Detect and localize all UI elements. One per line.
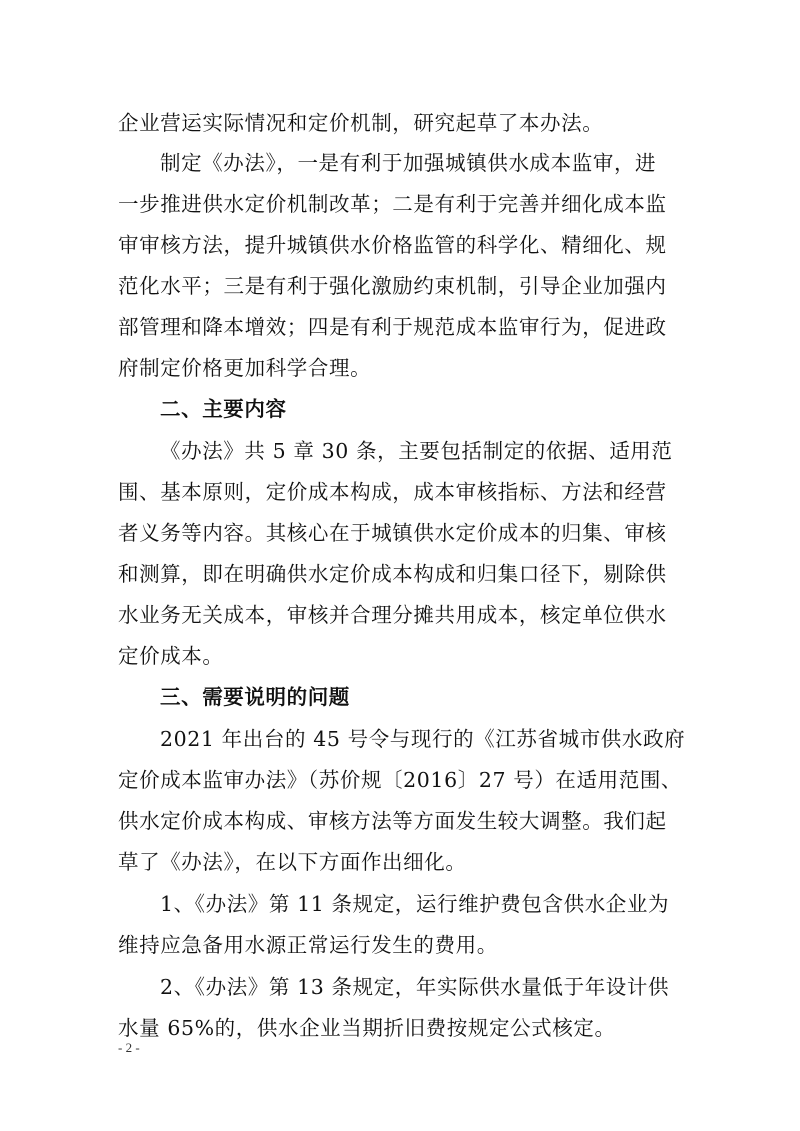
- text-line: 供水定价成本构成、审核方法等方面发生较大调整。我们起: [118, 809, 667, 833]
- text-line: 水量 65%的，供水企业当期折旧费按规定公式核定。: [118, 1016, 616, 1040]
- text-line: 围、基本原则，定价成本构成，成本审核指标、方法和经营: [118, 480, 667, 504]
- text-line: 府制定价格更加科学合理。: [118, 356, 372, 380]
- section-heading: 二、主要内容: [160, 397, 287, 421]
- section-heading: 三、需要说明的问题: [160, 685, 350, 709]
- text-line: 审审核方法，提升城镇供水价格监管的科学化、精细化、规: [118, 233, 667, 257]
- text-line: 定价成本监审办法》（苏价规〔2016〕27 号）在适用范围、: [118, 768, 683, 792]
- text-line: 草了《办法》，在以下方面作出细化。: [118, 850, 467, 874]
- text-line: 范化水平；三是有利于强化激励约束机制，引导企业加强内: [118, 274, 667, 298]
- text-line: 一步推进供水定价机制改革；二是有利于完善并细化成本监: [118, 192, 667, 216]
- text-line: 1、《办法》第 11 条规定，运行维护费包含供水企业为: [160, 892, 670, 916]
- text-line: 企业营运实际情况和定价机制，研究起草了本办法。: [118, 111, 604, 135]
- text-line: 2、《办法》第 13 条规定，年实际供水量低于年设计供: [160, 975, 670, 999]
- text-line: 定价成本。: [118, 644, 224, 668]
- text-line: 维持应急备用水源正常运行发生的费用。: [118, 933, 498, 957]
- text-line: 部管理和降本增效；四是有利于规范成本监审行为，促进政: [118, 315, 667, 339]
- text-line: 和测算，即在明确供水定价成本构成和归集口径下，剔除供: [118, 562, 667, 586]
- text-line: 水业务无关成本，审核并合理分摊共用成本，核定单位供水: [118, 603, 667, 627]
- text-line: 制定《办法》，一是有利于加强城镇供水成本监审，进: [160, 151, 657, 175]
- page-number: - 2 -: [118, 1040, 140, 1055]
- text-line: 2021 年出台的 45 号令与现行的《江苏省城市供水政府: [160, 727, 686, 751]
- text-line: 者义务等内容。其核心在于城镇供水定价成本的归集、审核: [118, 521, 667, 545]
- text-line: 《办法》共 5 章 30 条，主要包括制定的依据、适用范: [160, 439, 673, 463]
